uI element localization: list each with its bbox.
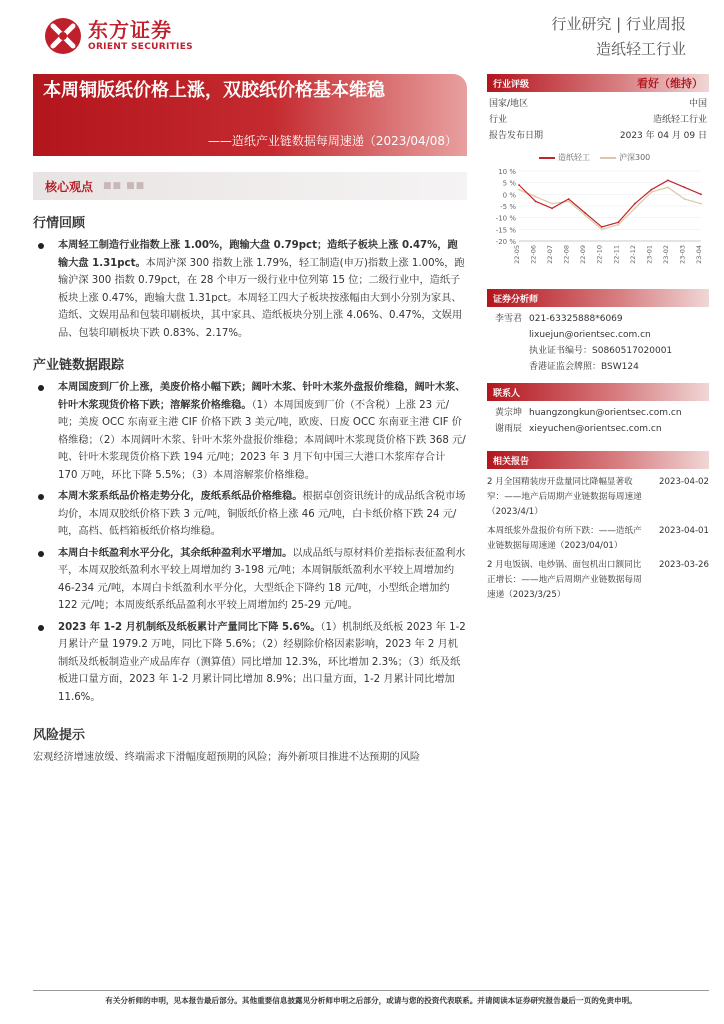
analyst-phone: 021-63325888*6069 [529,314,623,324]
title-banner [33,74,467,156]
chain-item-1-text: （1）本周国废到厂价（不含税）上涨 23 元/吨；美废 OCC 东南亚主港 CIF 价格下跌 3 美元/吨，欧废、日废 OCC 东南亚主港 CIF 价格维稳；（2）本周阔叶木浆、针叶木浆外盘报价维稳；本周阔叶木浆现货价格下跌 368 元/吨、针叶木浆现货价格下跌 194 元/吨；2023 年 3 月下旬中国三大港口木浆库存合计 170 万吨，环比下降 5.5%；（3）本周溶解浆价格维稳。 [58,399,466,481]
related-item[interactable] [487,475,709,520]
chain-item-4-bold: 2023 年 1-2 月机制纸及纸板累计产量同比下降 5.6%。 [58,621,321,633]
chain-item-1-bold: 本周国废到厂价上涨，美废价格小幅下跌；阔叶木浆、针叶木浆外盘报价维稳，阔叶木浆、针叶木浆现货价格下跌；溶解浆价格维稳。 [58,382,466,411]
chain-item-3 [33,545,467,615]
chain-item-3-bold: 本周白卡纸盈利水平分化，其余纸种盈利水平增加。 [58,547,293,559]
analyst-hk-license: 香港证监会牌照：BSW124 [529,362,639,372]
x-tick-label: 22-09 [579,245,588,264]
y-tick-label: -10 % [495,214,516,223]
x-tick-label: 22-12 [628,245,637,264]
x-tick-label: 23-04 [695,245,703,264]
related-header [487,451,709,469]
info-key: 行业 [489,115,508,125]
chain-tracking-heading: 产业链数据跟踪 [33,358,125,373]
chain-item-4 [33,619,467,707]
related-title[interactable]: 本周纸浆外盘报价有所下跌：——造纸产业链数据每周速递（2023/04/01） [487,526,642,551]
report-type [551,12,686,62]
series-point [518,189,520,191]
analyst-header [487,289,709,307]
contacts-label: 联系人 [493,388,521,399]
report-type-line2: 造纸轻工行业 [595,40,686,58]
y-tick-label: -20 % [495,238,516,246]
legend-item [539,152,590,163]
chain-item-4-text: （1）机制纸及纸板 2023 年 1-2 月累计产量 1979.2 万吨，同比下降 5.6%；（2）经剔除价格因素影响，2023 年 2 月机制纸及纸板制造业产成品库存（测算值）同比增加 12.3%，环比增加 2.3%；（3）纸及纸板进口量方面，2023 年 1-2 月累计同比增加 8.9%；出口量方面，1-2 月累计同比增加 11.6%。 [58,621,466,703]
company-logo [44,14,204,58]
market-review-bold: 本周轻工制造行业指数上涨 1.00%，跑输大盘 0.79pct；造纸子板块上涨 0.47%，跑输大盘 1.31pct。 [58,240,458,269]
analyst-email[interactable]: lixuejun@orientsec.com.cn [529,330,651,340]
logo-name-cn: 东方证券 [88,18,172,42]
x-tick-label: 23-02 [661,245,670,264]
series-point [584,212,586,214]
contact-name: 黄宗坤 [495,408,523,418]
related-date: 2023-04-02 [659,477,709,487]
y-tick-label: -5 % [500,203,516,211]
related-item[interactable] [487,524,709,554]
related-date: 2023-03-26 [659,560,709,570]
market-review-text: 本周沪深 300 指数上涨 1.79%，轻工制造(申万)指数上涨 1.00%，跑输沪深 300 指数 0.79pct，在 28 个申万一级行业中位列第 15 位；二级行业中，造纸子板块上涨 0.47%，跑输大盘 1.31pct。本周轻工四大子板块按涨幅由大到小分别为家具、造纸、文娱用品和包装印刷板块，其中家具、造纸板块分别上涨 4.06%、0.47%，文娱用品、包装印刷板块下跌 0.83%、2.17%。 [58,257,465,339]
y-tick-label: 10 % [498,168,516,176]
page-title: 本周铜版纸价格上涨，双胶纸价格基本维稳 [43,80,385,101]
chain-item-2-text: 根据卓创资讯统计的成品纸含税市场均价，本周双胶纸价格下跌 3 元/吨，铜版纸价格上涨 46 元/吨，白卡纸价格下跌 24 元/吨，高档、低档箱板纸价格均维稳。 [58,491,466,537]
series-point [535,200,537,202]
info-key: 国家/地区 [489,99,529,109]
risk-heading: 风险提示 [33,728,86,743]
series-point [634,207,636,209]
legend-swatch [600,157,616,159]
related-list [487,475,709,603]
contact-email[interactable]: huangzongkun@orientsec.com.cn [529,408,682,418]
analyst-block [487,311,709,375]
chain-item-2-bold: 本周木浆系纸品价格走势分化，废纸系纸品价格维稳。 [58,491,303,502]
contact-name: 谢雨辰 [495,424,523,434]
analyst-label: 证券分析师 [493,294,539,305]
chain-item-2 [33,488,467,541]
series-point [700,193,702,195]
info-key: 报告发布日期 [489,131,544,141]
related-title[interactable]: 2 月电饭锅、电炒锅、面包机出口额同比正增长：——地产后周期产业链数据每周速递（2023/3/25） [487,560,642,600]
x-tick-label: 22-11 [612,245,621,264]
rating-label: 行业评级 [493,79,530,90]
series-point [601,228,603,230]
contact-row [487,405,709,421]
analyst-name: 李雪君 [495,314,523,324]
series-point [535,196,537,198]
series-point [684,198,686,200]
x-tick-label: 22-10 [595,245,604,264]
x-tick-label: 22-05 [513,245,521,264]
series-point [568,200,570,202]
disclaimer-footer: 有关分析师的申明，见本报告最后部分。其他重要信息披露见分析师申明之后部分，或请与您的投资代表联系。并请阅读本证券研究报告最后一页的免责申明。 [33,990,709,1006]
risk-text: 宏观经济增速放缓、终端需求下滑幅度超预期的风险；海外新项目推进不达预期的风险 [33,752,421,763]
series-point [617,224,619,226]
info-row [487,128,709,144]
series-line [519,187,701,229]
info-value: 造纸轻工行业 [652,115,707,125]
series-point [650,191,652,193]
info-row [487,96,709,112]
related-date: 2023-04-01 [659,526,709,536]
report-type-line1: 行业研究 | 行业周报 [551,15,686,33]
info-row [487,112,709,128]
market-review-heading: 行情回顾 [33,216,86,231]
rating-header [487,74,709,92]
series-point [634,203,636,205]
core-view-dots: ■■ ■■ [103,181,146,191]
contacts-header [487,383,709,401]
rating-info [487,96,709,144]
series-point [568,198,570,200]
related-title[interactable]: 2 月全国精装房开盘量同比降幅显著收窄：——地产后周期产业链数据每周速递（2023/4/1） [487,477,642,517]
legend-label: 造纸轻工 [558,153,590,162]
y-tick-label: -15 % [495,226,516,235]
series-point [667,186,669,188]
x-tick-label: 22-08 [562,245,571,264]
x-tick-label: 23-03 [678,245,687,264]
contact-email[interactable]: xieyuchen@orientsec.com.cn [529,424,662,434]
logo-mark-icon [44,17,82,55]
info-value: 中国 [688,99,707,109]
market-review-item [33,237,467,342]
legend-item [600,152,650,163]
chart-legend [539,152,709,163]
related-label: 相关报告 [493,456,530,467]
page-subtitle: ——造纸产业链数据每周速递（2023/04/08） [207,134,457,148]
series-point [551,207,553,209]
series-point [551,203,553,205]
contacts-list [487,405,709,437]
y-tick-label: 5 % [502,179,516,188]
series-point [518,184,520,186]
series-line [519,180,701,227]
info-value: 2023 年 04 月 09 日 [619,131,707,141]
rating-value: 看好（维持） [637,77,703,90]
main-content [33,172,467,767]
performance-chart [487,163,709,275]
series-point [650,189,652,191]
y-tick-label: 0 % [502,191,516,200]
core-view-header [33,172,467,200]
chain-item-3-text: 以成品纸与原材料价差指标表征盈利水平，本周双胶纸盈利水平较上周增加约 3-198 元/吨；本周铜版纸盈利水平较上周增加约 46-234 元/吨，本周白卡纸盈利水平分化，大型纸企下降约 18 元/吨，小型纸企增加约 122 元/吨；本周废纸系纸品盈利水平较上周增加约 25-29 元/吨。 [58,547,466,611]
x-tick-label: 22-07 [546,245,555,264]
chain-item-1 [33,379,467,484]
series-point [584,214,586,216]
legend-label: 沪深300 [619,153,651,162]
sidebar [487,74,709,607]
x-tick-label: 22-06 [529,245,538,264]
series-point [684,186,686,188]
series-point [700,203,702,205]
logo-name-en: ORIENT SECURITIES [88,42,193,52]
series-point [667,179,669,181]
x-tick-label: 23-01 [645,245,654,264]
related-item[interactable] [487,558,709,603]
series-point [601,226,603,228]
analyst-license: 执业证书编号：S0860517020001 [529,346,673,356]
contact-row [487,421,709,437]
core-view-label: 核心观点 [45,179,94,194]
legend-swatch [539,157,555,159]
series-point [617,221,619,223]
